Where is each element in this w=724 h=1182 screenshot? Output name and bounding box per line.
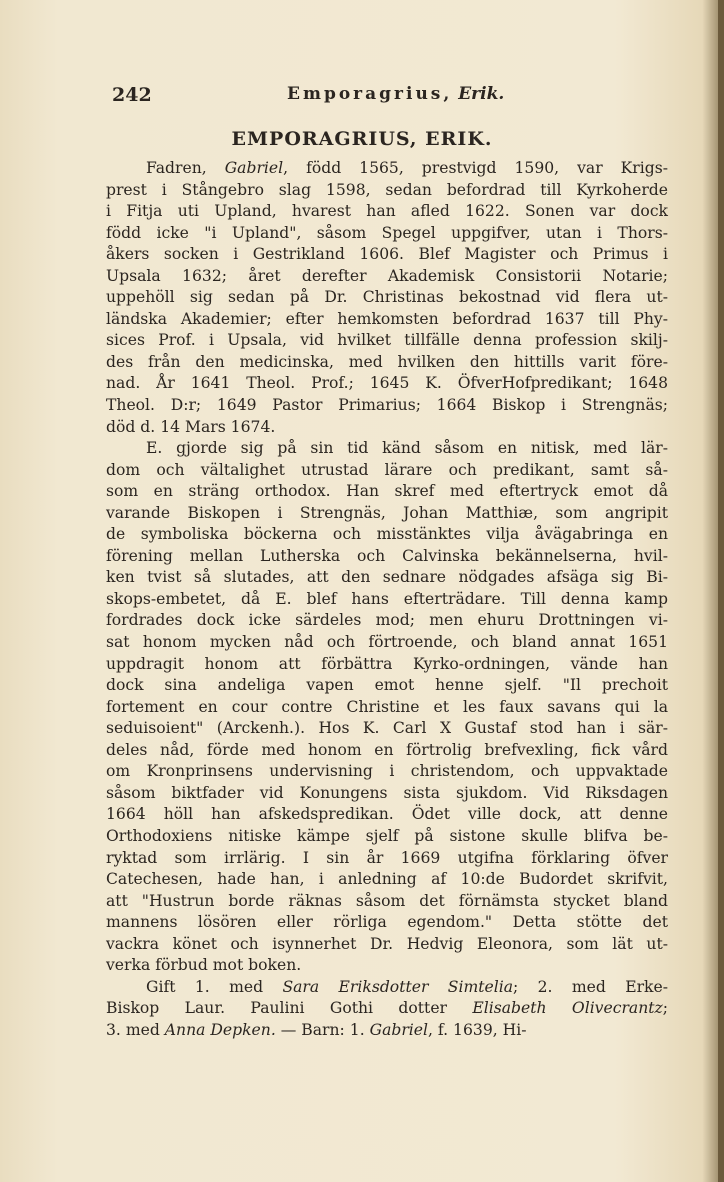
text-line [106,330,668,352]
page-number: 242 [112,84,152,106]
text-run: Theol. D:r; 1649 Pastor Primarius; 1664 Biskop i Strengnäs; [106,396,668,415]
text-run: ryktad som irrlärig. I sin år 1669 utgifna förklaring öfver [106,848,668,867]
text-line [106,589,668,611]
text-run: Upsala 1632; året derefter Akademisk Consistorii Notarie; [106,266,668,285]
text-run: Gift 1. med [146,977,283,996]
text-run: skops-embetet, då E. blef hans efterträdare. Till denna kamp [106,589,668,608]
running-head [287,84,504,104]
text-line [106,998,668,1020]
text-run: , f. 1639, Hi- [428,1020,527,1039]
text-run: 1664 höll han afskedspredikan. Ödet ville dock, att denne [106,805,668,824]
text-run: sices Prof. i Upsala, vid hvilket tillfälle denna profession skilj- [106,331,668,350]
text-run: prest i Stångebro slag 1598, sedan befordrad till Kyrkoherde [106,180,668,199]
text-run: Catechesen, hade han, i anledning af 10:de Budordet skrifvit, [106,870,668,889]
entry-title: EMPORAGRIUS, ERIK. [231,128,493,150]
text-line [106,546,668,568]
text-run: uppehöll sig sedan på Dr. Christinas bekostnad vid flera ut- [106,288,668,307]
italic-name: Sara Eriksdotter Simtelia [282,977,513,996]
text-run: Fadren, [146,159,225,177]
text-line [106,675,668,697]
text-run: ländska Akademier; efter hemkomsten befordrad 1637 till Phy- [106,309,668,328]
text-run: förening mellan Lutherska och Calvinska bekännelserna, hvil- [106,546,668,565]
text-line [106,804,668,826]
book-spine-edge [718,0,724,1182]
text-run: ken tvist så slutades, att den sednare nödgades afsäga sig Bi- [106,568,668,587]
text-line [106,395,668,417]
text-line [106,223,668,245]
text-line [106,977,668,999]
text-run: fortement en cour contre Christine et les faux savans qui la [106,697,668,716]
text-run: seduisoient" (Arckenh.). Hos K. Carl X Gustaf stod han i sär- [106,719,668,738]
text-line [106,244,668,266]
text-line [106,848,668,870]
text-line [106,481,668,503]
text-run: E. gjorde sig på sin tid känd såsom en nitisk, med lär- [146,439,668,458]
text-line [106,912,668,934]
text-line [106,934,668,956]
text-line [106,632,668,654]
text-run: om Kronprinsens undervisning i christendom, och uppvaktade [106,762,668,781]
running-head-given-name: Erik. [458,84,505,104]
text-line [106,438,668,460]
text-line [106,891,668,913]
text-run: Orthodoxiens nitiske kämpe sjelf på sistone skulle blifva be- [106,826,668,845]
running-head-name: Emporagrius [287,84,444,104]
text-line [106,654,668,676]
text-line [106,266,668,288]
text-run: att "Hustrun borde räknas såsom det förnämsta stycket bland [106,891,668,910]
text-line [106,524,668,546]
italic-name: Elisabeth Olivecrantz [472,999,663,1018]
text-run: des från den medicinska, med hvilken den hittills varit före- [106,352,668,371]
text-run: verka förbud mot boken. [106,956,302,975]
text-line [106,373,668,395]
italic-name: Gabriel [369,1020,429,1039]
text-run: dock sina andeliga vapen emot henne sjelf. "Il prechoit [106,676,668,695]
text-line [106,460,668,482]
running-head-separator: , [443,84,450,104]
text-line [106,1020,668,1042]
text-run: åkers socken i Gestrikland 1606. Blef Magister och Primus i [106,245,668,264]
text-line [106,740,668,762]
text-run: vackra könet och isynnerhet Dr. Hedvig Eleonora, som lät ut- [106,934,668,953]
text-line [106,697,668,719]
entry-body [106,158,668,1041]
text-line [106,287,668,309]
text-run: varande Biskopen i Strengnäs, Johan Matthiæ, som angripit [106,503,668,522]
text-line [106,309,668,331]
italic-name: Gabriel [224,159,284,177]
text-line [106,417,668,439]
text-run: död d. 14 Mars 1674. [106,417,276,436]
text-line [106,955,668,977]
text-run: som en sträng orthodox. Han skref med eftertryck emot då [106,482,668,501]
text-line [106,826,668,848]
text-run: Biskop Laur. Paulini Gothi dotter [106,999,473,1018]
text-run: 3. med [106,1020,165,1039]
text-line [106,783,668,805]
text-run: i Fitja uti Upland, hvarest han afled 1622. Sonen var dock [106,202,668,221]
text-run: mannens lösören eller rörliga egendom." Detta stötte det [106,913,668,932]
text-run: sat honom mycken nåd och förtroende, och bland annat 1651 [106,633,668,652]
text-line [106,567,668,589]
text-line [106,610,668,632]
text-line [106,503,668,525]
text-run: född icke "i Upland", såsom Spegel uppgifver, utan i Thors- [106,223,668,242]
text-run: de symboliska böckerna och misstänktes vilja åvägabringa en [106,525,668,544]
text-run: ; 2. med Erke- [513,977,668,996]
text-run: såsom biktfader vid Konungens sista sjukdom. Vid Riksdagen [106,783,668,802]
text-line [106,761,668,783]
text-run: dom och vältalighet utrustad lärare och predikant, samt så- [106,460,668,479]
italic-name: Anna Depken. [164,1020,276,1039]
text-run: uppdragit honom att förbättra Kyrko-ordningen, vände han [106,654,668,673]
text-run: — Barn: 1. [275,1020,370,1039]
text-run: deles nåd, förde med honom en förtrolig brefvexling, fick vård [106,740,668,759]
text-run: ; [662,999,668,1018]
text-run: nad. År 1641 Theol. Prof.; 1645 K. ÖfverHofpredikant; 1648 [106,374,668,393]
text-line [106,180,668,202]
text-line [106,718,668,740]
page-header [112,84,672,114]
text-line [106,158,668,180]
text-line [106,352,668,374]
text-run: , född 1565, prestvigd 1590, var Krigs- [283,159,668,177]
text-line [106,201,668,223]
text-line [106,869,668,891]
text-run: fordrades dock icke särdeles mod; men ehuru Drottningen vi- [106,611,668,630]
